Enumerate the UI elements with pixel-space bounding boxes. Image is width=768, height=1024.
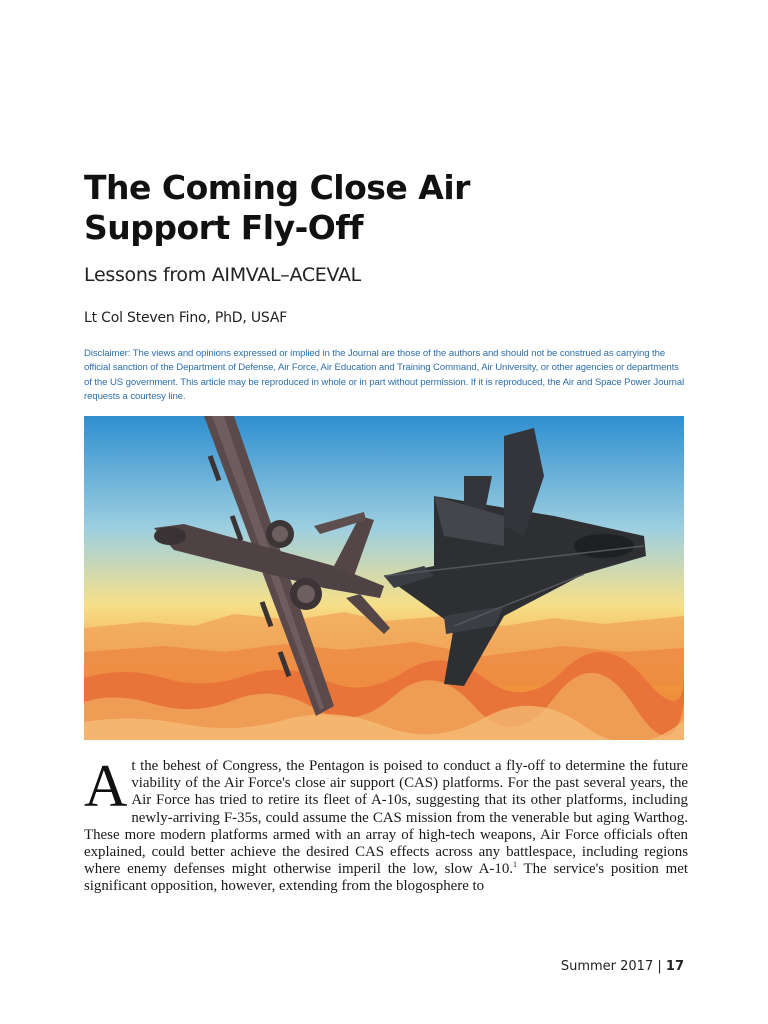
article-title-line-1: The Coming Close Air xyxy=(84,168,470,207)
hero-illustration xyxy=(84,416,684,740)
footnote-reference[interactable]: 1 xyxy=(513,860,517,870)
page-number: 17 xyxy=(665,959,684,974)
hero-illustration-art xyxy=(84,416,684,740)
opening-paragraph xyxy=(84,753,688,896)
page-footer xyxy=(561,959,684,974)
paragraph-text-part-2: The service's position met significant opposition, however, extending from the blogosphere to xyxy=(84,861,688,895)
disclaimer-text: Disclaimer: The views and opinions expressed or implied in the Journal are those of the authors and should not be construed as carrying the official sanction of the Department of Defense, Air Force, Air Education and Training Command, Air University, or other agencies or departments of the US government. This article may be reproduced in whole or in part without permission. If it is reproduced, the Air and Space Power Journal requests a courtesy line. xyxy=(84,348,685,403)
paragraph-text-part-1: t the behest of Congress, the Pentagon is poised to conduct a fly-off to determine the future viability of the Air Force's close air support (CAS) platforms. For the past several years, the Air Force has tried to retire its fleet of A-10s, suggesting that its other platforms, including newly-arriving F-35s, could assume the CAS mission from the venerable but aging Warthog. These more modern platforms armed with an array of high-tech weapons, Air Force officials often explained, could better achieve the desired CAS effects across any battlespace, including regions where enemy defenses might otherwise imperil the low, slow A-10. xyxy=(84,758,688,878)
article-subtitle: Lessons from AIMVAL–ACEVAL xyxy=(84,264,361,286)
article-title xyxy=(84,168,684,248)
drop-cap: A xyxy=(84,753,128,819)
article-body xyxy=(84,753,688,896)
footer-separator: | xyxy=(657,959,662,974)
article-title-line-2: Support Fly-Off xyxy=(84,208,364,247)
issue-label: Summer 2017 xyxy=(560,959,654,974)
author-byline: Lt Col Steven Fino, PhD, USAF xyxy=(84,310,288,326)
